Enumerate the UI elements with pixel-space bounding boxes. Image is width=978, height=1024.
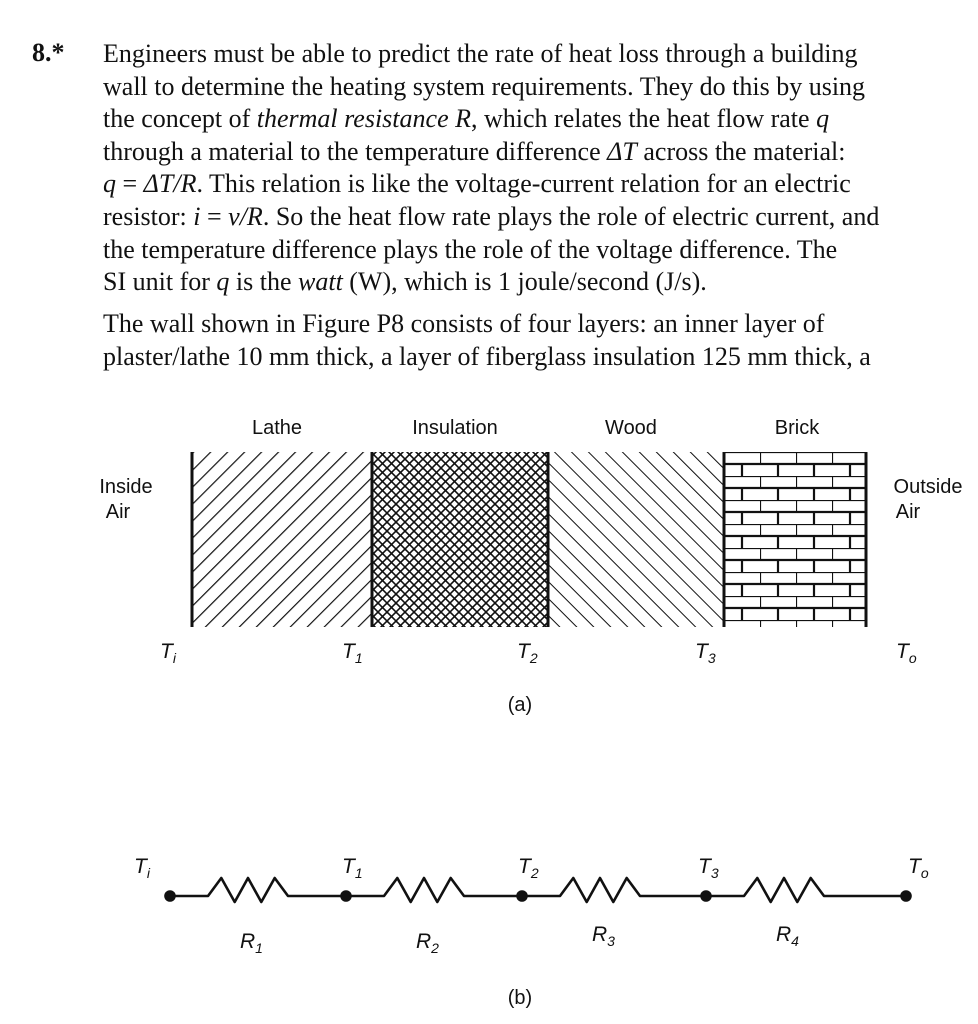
node-label-2 (518, 855, 539, 881)
node-label-2-symbol: T (518, 855, 531, 878)
temp-label-a-2-subscript: 2 (529, 650, 538, 666)
resistor-4 (706, 878, 906, 902)
text-run: ΔT (607, 136, 637, 166)
temp-label-a-3 (695, 640, 716, 666)
node-label-3 (698, 855, 719, 881)
temp-label-a-0-subscript: i (172, 650, 176, 666)
temp-label-a-2 (517, 640, 538, 666)
temp-label-a-3-subscript: 3 (707, 650, 716, 666)
resistor-3 (522, 878, 706, 902)
resistor-label-2-subscript: 2 (431, 940, 439, 956)
text-run: plaster/lathe 10 mm thick, a layer of fiberglass insulation 125 mm thick, a (103, 341, 871, 371)
text-run: Engineers must be able to predict the rate of heat loss through a building (103, 39, 858, 68)
temp-label-a-4-subscript: o (908, 650, 917, 666)
resistor-1 (170, 878, 346, 902)
temp-label-a-2-symbol: T (517, 640, 530, 663)
layer-wood (548, 452, 724, 627)
resistor-label-2 (416, 930, 439, 956)
node-label-1-subscript: 1 (354, 865, 363, 881)
text-run: the temperature difference plays the role of the voltage difference. The (103, 234, 838, 264)
resistor-label-4-subscript: 4 (791, 933, 799, 949)
resistor-label-4 (776, 923, 799, 949)
resistor-label-3-symbol: R (592, 923, 608, 946)
temp-label-a-1-subscript: 1 (354, 650, 363, 666)
node-label-1 (342, 855, 363, 881)
resistor-label-3-subscript: 3 (607, 933, 615, 949)
layer-label-lathe: Lathe (251, 417, 303, 439)
text-run: resistor: (103, 201, 194, 231)
text-run: i (193, 201, 201, 231)
layer-lathe (192, 452, 372, 627)
temp-label-a-4-symbol: T (896, 640, 909, 663)
text-run: watt (298, 267, 343, 297)
text-run: v/R (228, 201, 263, 231)
text-run: , which relates the heat flow rate (471, 104, 817, 134)
figure-a-caption: (a) (507, 694, 533, 716)
circuit-node-2 (518, 892, 527, 901)
node-label-2-subscript: 2 (530, 865, 539, 881)
text-run: q (816, 104, 830, 134)
node-label-0 (134, 855, 151, 881)
resistor-label-1-symbol: R (240, 930, 256, 953)
node-label-4-subscript: o (920, 865, 929, 881)
resistor-label-4-symbol: R (776, 923, 792, 946)
text-run: the concept of (103, 104, 257, 134)
temp-label-a-4 (896, 640, 917, 666)
circuit-node-0 (166, 892, 175, 901)
text-run: . So the heat flow rate plays the role of electric current, and (262, 201, 880, 231)
outside-air-label-line2: Air (895, 501, 921, 523)
problem-number: 8.* (32, 38, 65, 67)
text-run: ΔT/R (143, 169, 197, 199)
resistor-label-1 (240, 930, 263, 956)
text-run: (W), which is 1 joule/second (J/s). (342, 267, 707, 297)
text-run: = (200, 201, 229, 231)
layer-brick (724, 452, 866, 627)
text-run: The wall shown in Figure P8 consists of four layers: an inner layer of (103, 309, 825, 338)
layer-insulation (372, 452, 548, 627)
text-run: thermal resistance R (256, 104, 471, 134)
text-run: q (103, 169, 116, 199)
node-label-0-symbol: T (134, 855, 147, 878)
circuit-node-3 (702, 892, 711, 901)
node-label-1-symbol: T (342, 855, 355, 878)
temp-label-a-1 (342, 640, 363, 666)
node-label-0-subscript: i (146, 865, 150, 881)
resistor-label-3 (592, 923, 615, 949)
circuit-node-1 (342, 892, 351, 901)
resistor-2 (346, 878, 522, 902)
layer-label-insulation: Insulation (412, 417, 498, 439)
layer-label-wood: Wood (605, 417, 657, 439)
text-run: wall to determine the heating system requirements. They do this by using (103, 71, 866, 101)
inside-air-label-line2: Air (105, 501, 131, 523)
text-run: . This relation is like the voltage-current relation for an electric (196, 169, 851, 199)
outside-air-label-line1: Outside (893, 476, 963, 498)
text-run: across the material: (636, 136, 846, 166)
text-run: through a material to the temperature difference (103, 136, 608, 166)
temp-label-a-0-symbol: T (160, 640, 173, 663)
temp-label-a-1-symbol: T (342, 640, 355, 663)
resistor-label-2-symbol: R (416, 930, 432, 953)
temp-label-a-0 (160, 640, 177, 666)
inside-air-label-line1: Inside (99, 476, 153, 498)
layer-label-brick: Brick (774, 417, 820, 439)
circuit-node-4 (902, 892, 911, 901)
text-run: SI unit for (103, 267, 217, 297)
resistor-label-1-subscript: 1 (255, 940, 263, 956)
text-run: q (216, 267, 230, 297)
figure-b-caption: (b) (507, 987, 533, 1009)
node-label-4 (908, 855, 929, 881)
temp-label-a-3-symbol: T (695, 640, 708, 663)
text-run: = (116, 169, 144, 199)
node-label-4-symbol: T (908, 855, 921, 878)
node-label-3-subscript: 3 (710, 865, 719, 881)
node-label-3-symbol: T (698, 855, 711, 878)
text-run: is the (229, 267, 298, 297)
